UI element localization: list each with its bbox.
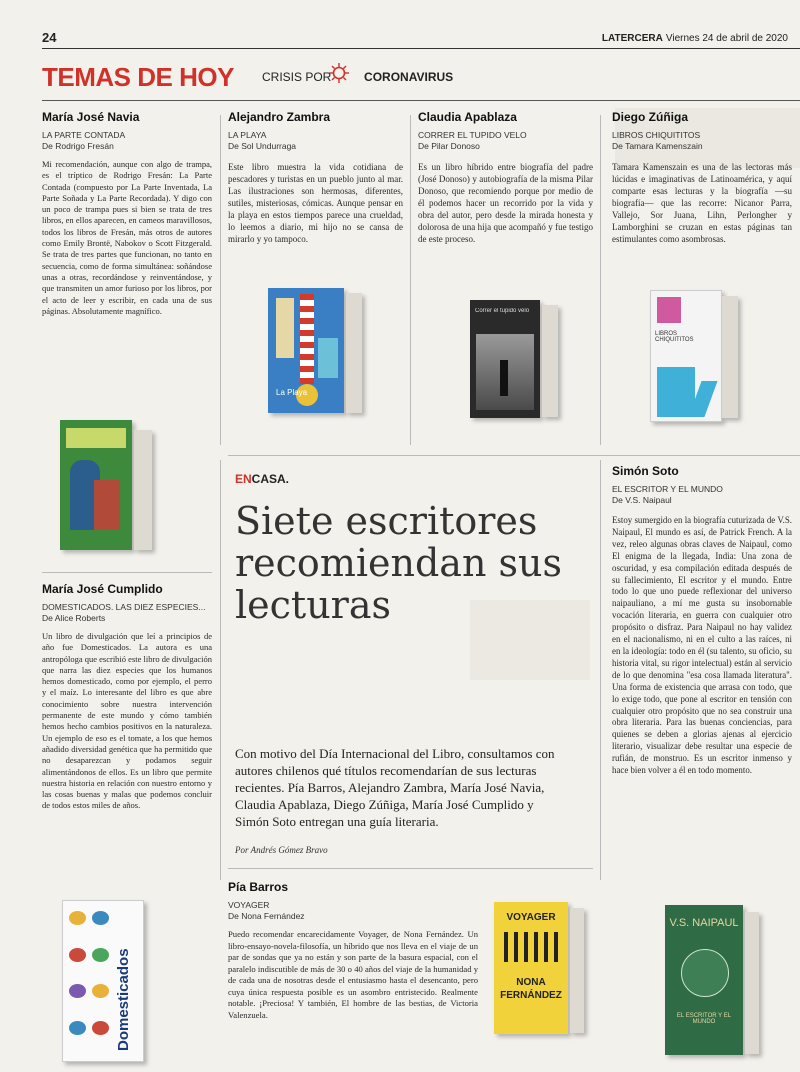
- cover-author: NONA FERNÁNDEZ: [500, 977, 562, 1001]
- header-rule: [42, 100, 800, 101]
- book-title: EL ESCRITOR Y EL MUNDO: [612, 484, 723, 494]
- book-cover-stack: [570, 908, 584, 1033]
- crisis-prefix: CRISIS POR: [262, 70, 332, 84]
- recommender-name: Simón Soto: [612, 464, 679, 478]
- book-cover-correr-el-tupido-velo: [470, 300, 540, 418]
- book-title: VOYAGER: [228, 900, 270, 910]
- publication-name: LATERCERA: [601, 33, 663, 44]
- recommender-name: Claudia Apablaza: [418, 110, 517, 124]
- book-author: De V.S. Naipaul: [612, 495, 672, 505]
- recommendation-text: Es un libro híbrido entre biografía del padre (José Donoso) y autobiografía de la misma Pilar Donoso, que recomiendo porque por medio de él podemos hacer un recorrido por la vida y obra del autor, pero desde la mirada honesta y dolorosa de una hija que acompañó y fue testigo de este proceso.: [418, 162, 593, 244]
- recommender-name: María José Cumplido: [42, 582, 163, 596]
- book-cover-stack: [745, 912, 759, 1054]
- recommendation-apablaza: [418, 110, 593, 245]
- book-cover-domesticados: [62, 900, 144, 1062]
- book-cover-stack: [134, 430, 152, 550]
- cover-title: La Playa: [276, 388, 308, 397]
- recommender-name: Pía Barros: [228, 880, 289, 894]
- recommendation-text: Estoy sumergido en la biografía cuturizada de V.S. Naipaul, El mundo es así, de Patrick French. A la vez, releo algunas obras claves de Naipaul, como El enigma de la llegada, India: Una zona de oscuridad, y esa compilación editada después de su fallecimiento, El escritor y el mundo. Entre todo lo que uno puede reflexionar del universo naipauliano, a mí me gusta su insobornable vocación literaria, en guerra con cualquier otro propósito o disfraz. Para Naipaul no hay validez en el nacionalismo, ni en el culto a las raíces, ni en la ideología: todo en él (su talento, su oficio, su historia vital, su rigor intelectual) están al servicio de lo que denomina "esa cosa llamada literatura". Una forma de existencia que arrasa con todo, que lo exige todo, que pone al escritor en tensión con cualquier otro propósito que no sea construir una obra literaria. Para las buenas conciencias, para quienes se deben a glorias ajenas al ejercicio literario, visualizar debe resultar una especie de rufián, de monstruo. Es un escritor inmenso y hace bien volver a él en todo momento.: [612, 515, 792, 776]
- page-number: 24: [42, 30, 57, 45]
- book-author: De Alice Roberts: [42, 613, 106, 623]
- book-title: DOMESTICADOS. LAS DIEZ ESPECIES...: [42, 602, 206, 612]
- section-title: TEMAS DE HOY: [42, 62, 234, 92]
- encasa-casa: CASA.: [251, 472, 290, 486]
- book-cover-stack: [542, 305, 558, 417]
- book-title: CORRER EL TUPIDO VELO: [418, 130, 527, 140]
- byline: Por Andrés Gómez Bravo: [235, 845, 328, 855]
- column-divider: [410, 115, 411, 445]
- recommendation-text: Mi recomendación, aunque con algo de trampa, es el tríptico de Rodrigo Fresán: La Parte Contada (compuesto por La Parte Inventada, La Parte Soñada y La Parte Recordada). Y digo con un poco de trampa pues si bien se trata de tres libros, en ellos aparecen, en cameos maravillosos, todos los libros de Fresán, más otros de autores como Emily Brontë, Nabokov o Scott Fitzgerald. Se trata de tres partes que funcionan, no tanto en secuencia, como de forma simultánea: soñándose unas a otras, recordándose y reinventándose, y que transmiten un amor furioso por los libros, por el acto de leer y escribir, en cada una de sus páginas. Absolutamente magnífico.: [42, 159, 212, 316]
- book-cover-stack: [346, 293, 362, 413]
- column-divider: [600, 460, 601, 880]
- cover-title: EL ESCRITOR Y EL MUNDO: [676, 1013, 732, 1025]
- cover-title: Domesticados: [115, 948, 132, 1051]
- book-author: De Sol Undurraga: [228, 141, 297, 151]
- column-divider: [220, 460, 221, 880]
- cover-title: LIBROS CHIQUITITOS: [655, 331, 694, 343]
- coronavirus-icon: [328, 62, 350, 84]
- date-text: Viernes 24 de abril de 2020: [665, 33, 788, 44]
- crisis-label: [262, 70, 453, 84]
- book-cover-voyager: [494, 902, 568, 1034]
- crisis-topic: CORONAVIRUS: [364, 70, 454, 84]
- row-divider: [42, 572, 212, 573]
- recommendation-zuniga: [612, 110, 792, 245]
- recommendation-text: Este libro muestra la vida cotidiana de pescadores y turistas en un pueblo junto al mar. Las ilustraciones son hermosas, diferentes, sutiles, misteriosas, cómicas. Aunque pensar en la playa en estos tiempos parece una crueldad, lo leemos a diario, mi hijo no se cansa de mirarlo y yo tampoco.: [228, 162, 403, 244]
- book-cover-stack: [722, 296, 738, 418]
- recommender-name: Diego Zúñiga: [612, 110, 688, 124]
- book-title: LA PARTE CONTADA: [42, 130, 126, 140]
- recommendation-barros: [228, 880, 478, 1021]
- book-title: LIBROS CHIQUITITOS: [612, 130, 701, 140]
- recommender-name: María José Navia: [42, 110, 140, 124]
- book-cover-el-escritor-y-el-mundo: [665, 905, 743, 1055]
- book-cover-libros-chiquititos: [650, 290, 722, 422]
- book-author: De Nona Fernández: [228, 911, 305, 921]
- publication-date: [602, 33, 788, 44]
- recommendation-navia: [42, 110, 212, 317]
- book-title: LA PLAYA: [228, 130, 267, 140]
- recommendation-text: Tamara Kamenszain es una de las lectoras más lúcidas e imaginativas de Latinoamérica, y aquí comparte esas lecturas y la biografía —su biografía— que las recorre: Nicanor Parra, Vallejo, Sor Juana, Lihn, Perlongher y Lamborghini se cruzan en estas páginas tan estimulantes como asombrosas.: [612, 162, 792, 244]
- column-divider: [600, 115, 601, 445]
- recommendation-text: Puedo recomendar encarecidamente Voyager, de Nona Fernández. Un libro-ensayo-novela-filosofía, un híbrido que nos lleva en el viaje de un par de sondas que ya no están y son parte de la basura espacial, con el paralelo indiscutible de más de 30 o 40 años del viaje de la humanidad y de cada una de nosotras desde el entusiasmo hasta el desencanto, pero cuya única respuesta posible es un asombro entristecido. Realmente notable. ¡Preciosa! Y también, El hombre de las bestias, de Victoria Valenzuela.: [228, 929, 478, 1020]
- book-author: De Rodrigo Fresán: [42, 141, 114, 151]
- cover-title: VOYAGER: [506, 912, 556, 923]
- recommendation-soto: [612, 464, 792, 777]
- recommendation-cumplido: [42, 582, 212, 812]
- recommendation-zambra: [228, 110, 403, 245]
- column-divider: [220, 115, 221, 445]
- top-rule: [42, 48, 800, 49]
- row-divider: [228, 868, 593, 869]
- page-headline: Siete escritores recomiendan sus lecturas: [235, 499, 562, 627]
- book-cover-la-parte-contada: [60, 420, 132, 550]
- intro-paragraph: Con motivo del Día Internacional del Libro, consultamos con autores chilenos qué títulos recomendarían de sus lecturas recientes. Pía Barros, Alejandro Zambra, María José Navia, Claudia Apablaza, Diego Zúñiga, María José Cumplido y Simón Soto entregan una guía literaria.: [235, 746, 555, 829]
- cover-title: Correr el tupido velo: [475, 308, 530, 314]
- row-divider: [228, 455, 800, 456]
- encasa-en: EN: [235, 472, 252, 486]
- book-cover-la-playa: [268, 288, 344, 413]
- recommender-name: Alejandro Zambra: [228, 110, 331, 124]
- recommendation-text: Un libro de divulgación que leí a principios de año fue Domesticados. La autora es una antropóloga que escribió este libro de divulgación que narra las diez especies que los humanos hemos domesticado, como por ejemplo, el perro y el maíz. Lo interesante del libro es que abre conocimiento sobre nuestra intervención permanente de este mundo y cómo también hemos hecho cambios positivos en la naturaleza. Un ejemplo de eso es el tomate, a los que hemos añadido diversidad genética que ha permitido que no desaparezcan y podamos seguir alimentándonos de ellos. Es un libro que permite nuestra historia en relación con nuestro entorno y las cosas buenas y malas que podemos concluir de todos estos miles de años.: [42, 631, 212, 811]
- encasa-label: [235, 472, 289, 486]
- cover-author: V.S. NAIPAUL: [669, 917, 739, 929]
- book-author: De Tamara Kamenszain: [612, 141, 703, 151]
- book-author: De Pilar Donoso: [418, 141, 480, 151]
